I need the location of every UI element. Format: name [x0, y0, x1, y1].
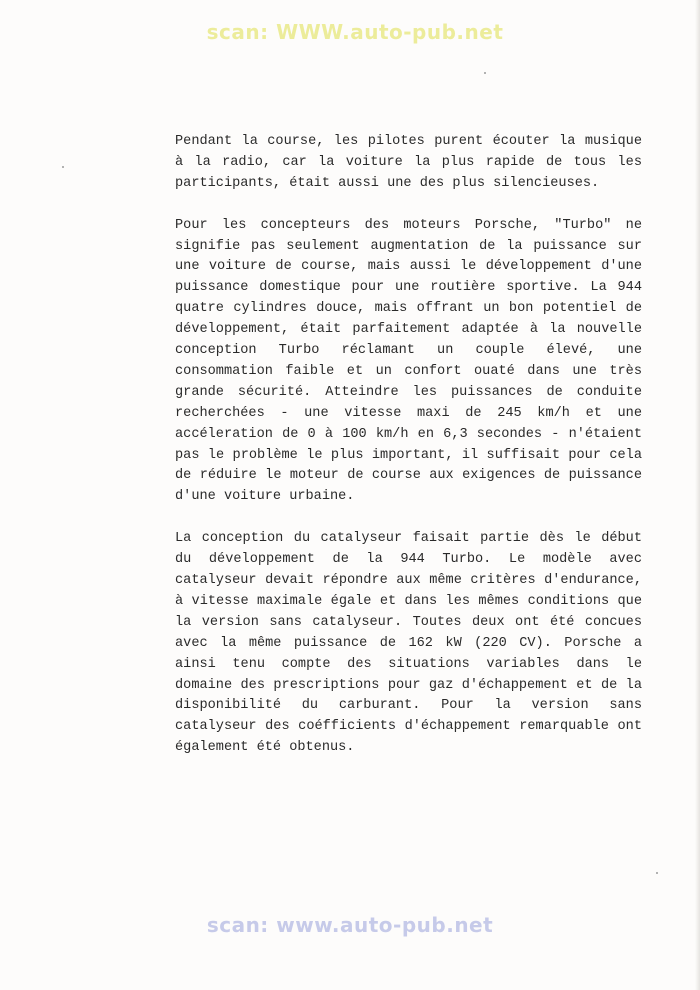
watermark-top: scan: WWW.auto-pub.net: [206, 20, 504, 44]
scan-speck: [484, 72, 486, 74]
paragraph-1: Pendant la course, les pilotes purent écouter la musique à la radio, car la voiture la plus rapide de tous les participants, était aussi une des plus silencieuses.: [175, 134, 642, 191]
scan-speck: [62, 166, 64, 168]
paragraph-3: La conception du catalyseur faisait partie dès le début du développement de la 944 Turbo. Le modèle avec catalyseur devait répondre aux même critères d'endurance, à vitesse maximale égale et dans les mêmes conditions que la version sans catalyseur. Toutes deux ont été concues avec la même puissance de 162 kW (220 CV). Porsche a ainsi tenu compte des situations variables dans le domaine des prescriptions pour gaz d'échappement et de la disponibilité du carburant. Pour la version sans catalyseur des coéfficients d'échappement remarquable ont également été obtenus.: [175, 531, 642, 756]
scan-speck: [656, 872, 658, 874]
document-body: [175, 132, 642, 780]
paragraph-2: Pour les concepteurs des moteurs Porsche, "Turbo" ne signifie pas seulement augmentation de la puissance sur une voiture de course, mais aussi le développement d'une puissance domestique pour une routière sportive. La 944 quatre cylindres douce, mais offrant un bon potentiel de développement, était parfaitement adaptée à la nouvelle conception Turbo réclamant un couple élevé, une consommation faible et un confort ouaté dans une très grande sécurité. Atteindre les puissances de conduite recherchées - une vitesse maxi de 245 km/h et une accéleration de 0 à 100 km/h en 6,3 secondes - n'étaient pas le problème le plus important, il suffisait pour cela de réduire le moteur de course aux exigences de puissance d'une voiture urbaine.: [175, 217, 642, 505]
watermark-bottom: scan: www.auto-pub.net: [206, 913, 494, 937]
scan-edge-shadow: [695, 0, 700, 990]
